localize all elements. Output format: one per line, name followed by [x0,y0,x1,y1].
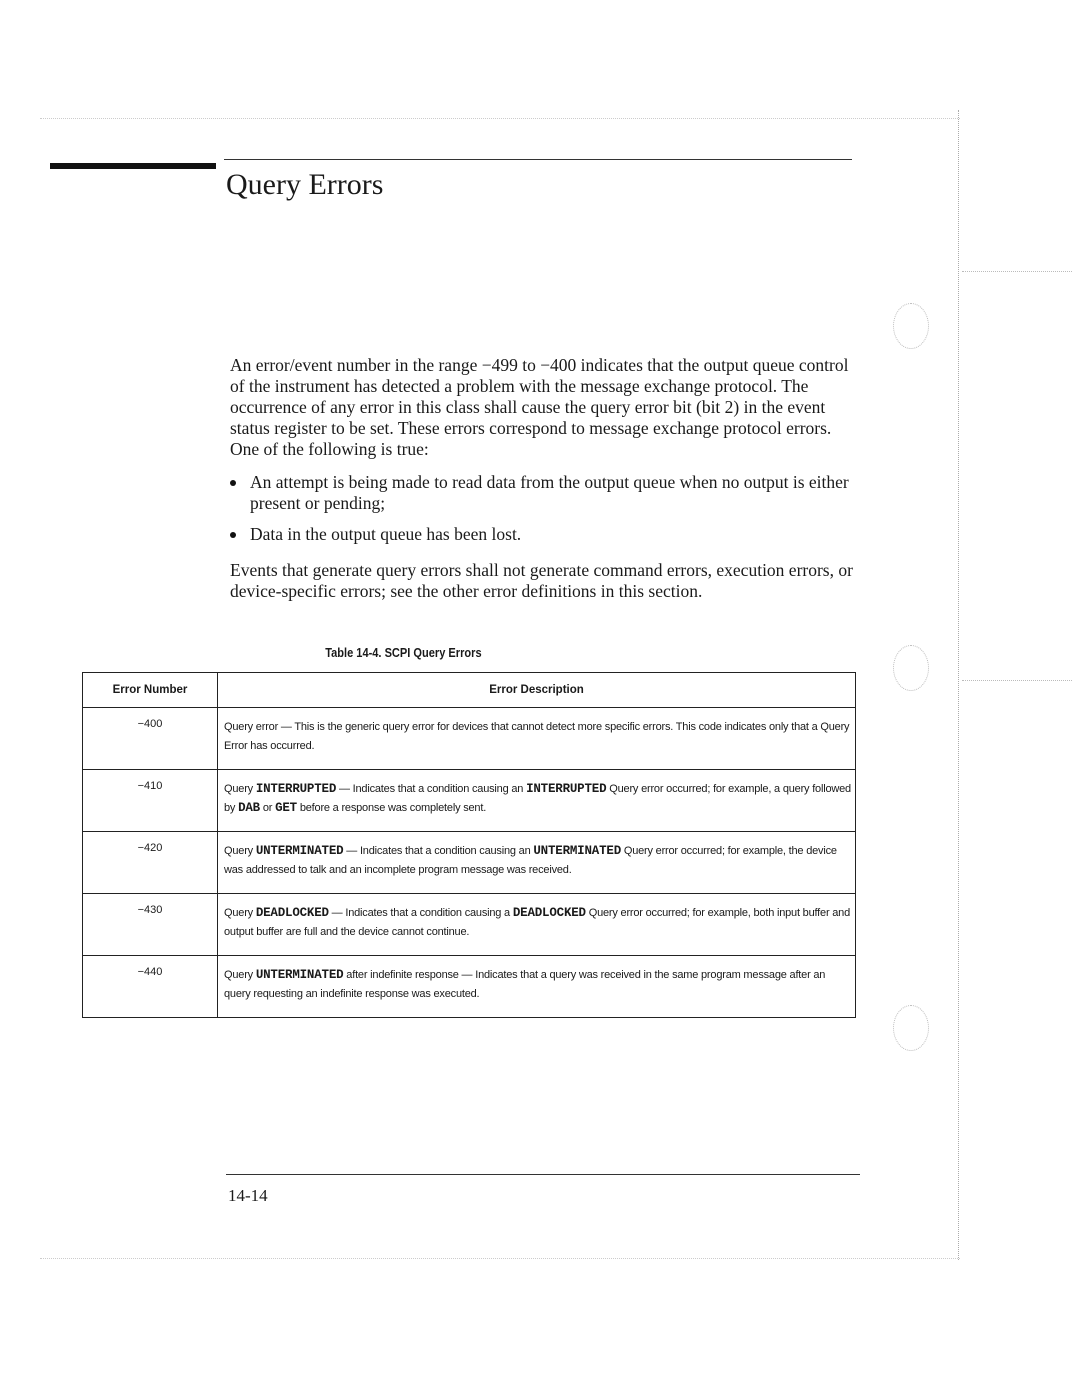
tab-mark [962,271,1072,272]
keyword: INTERRUPTED [526,782,607,796]
description-text: Query error occurred; for example, both input buffer and output buffer are full and the device cannot continue. [224,907,851,938]
error-description [218,708,856,770]
footer-rule [226,1174,860,1175]
error-number: −400 [83,708,218,770]
table-row [83,894,856,956]
heading-rule [224,159,852,160]
bullet-text: Data in the output queue has been lost. [250,524,522,544]
binder-hole [893,645,929,691]
bullet-list [230,472,860,555]
error-number: −430 [83,894,218,956]
error-number: −410 [83,770,218,832]
bullet-item [230,472,860,514]
keyword: DEADLOCKED [255,906,329,920]
bullet-text: An attempt is being made to read data from the output queue when no output is either present or pending; [250,472,849,513]
keyword: UNTERMINATED [255,844,344,858]
section-bar [50,163,216,169]
table-row [83,770,856,832]
table-header-row [83,673,856,708]
description-text: Query [224,907,256,919]
page-edge [958,110,959,1260]
bullet-icon [230,532,236,538]
scan-edge-top [40,118,960,119]
keyword: INTERRUPTED [255,782,337,796]
error-number: −440 [83,956,218,1018]
error-number: −420 [83,832,218,894]
page-number: 14-14 [228,1186,268,1205]
description-text: before a response was completely sent. [296,802,487,814]
keyword: UNTERMINATED [533,844,621,858]
scan-edge-bottom [40,1258,960,1259]
description-text: Query [224,845,256,857]
keyword: GET [275,801,297,815]
bullet-icon [230,480,236,486]
description-text: Query [224,969,256,981]
description-text: Query error occurred; for example, the device was addressed to talk and an incomplete program message was received. [224,845,837,876]
closing-paragraph: Events that generate query errors shall not generate command errors, execution errors, or device-specific errors; see the other error definitions in this section. [230,560,853,601]
page-title: Query Errors [226,168,384,201]
tab-mark [962,680,1072,681]
error-description [218,956,856,1018]
description-text: after indefinite response — Indicates that a query was received in the same program message after an query requesting an indefinite response was executed. [224,969,826,1000]
query-errors-table [82,672,856,1018]
error-description [218,894,856,956]
keyword: UNTERMINATED [255,968,344,982]
description-text: Query error occurred; for example, a query followed by [224,783,851,814]
error-description [218,832,856,894]
table-row [83,956,856,1018]
header-error-number: Error Number [83,673,218,708]
description-text: Query [224,783,256,795]
binder-hole [893,1005,929,1051]
description-text: or [259,802,276,814]
table-row [83,708,856,770]
keyword: DEADLOCKED [512,906,586,920]
description-text: Query error — This is the generic query error for devices that cannot detect more specific errors. This code indicates only that a Query Error has occurred. [224,721,850,752]
table-caption: Table 14-4. SCPI Query Errors [325,645,482,660]
intro-paragraph: An error/event number in the range −499 to −400 indicates that the output queue control of the instrument has detected a problem with the message exchange protocol. The occurrence of any error in this class shall cause the query error bit (bit 2) in the event status register to be set. These errors correspond to message exchange protocol errors. One of the following is true: [230,355,849,459]
keyword: DAB [238,801,260,815]
header-error-description: Error Description [218,673,856,708]
description-text: — Indicates that a condition causing an [343,845,534,857]
table-row [83,832,856,894]
bullet-item [230,524,860,545]
description-text: — Indicates that a condition causing a [328,907,513,919]
binder-hole [893,303,929,349]
description-text: — Indicates that a condition causing an [336,783,527,795]
error-description [218,770,856,832]
